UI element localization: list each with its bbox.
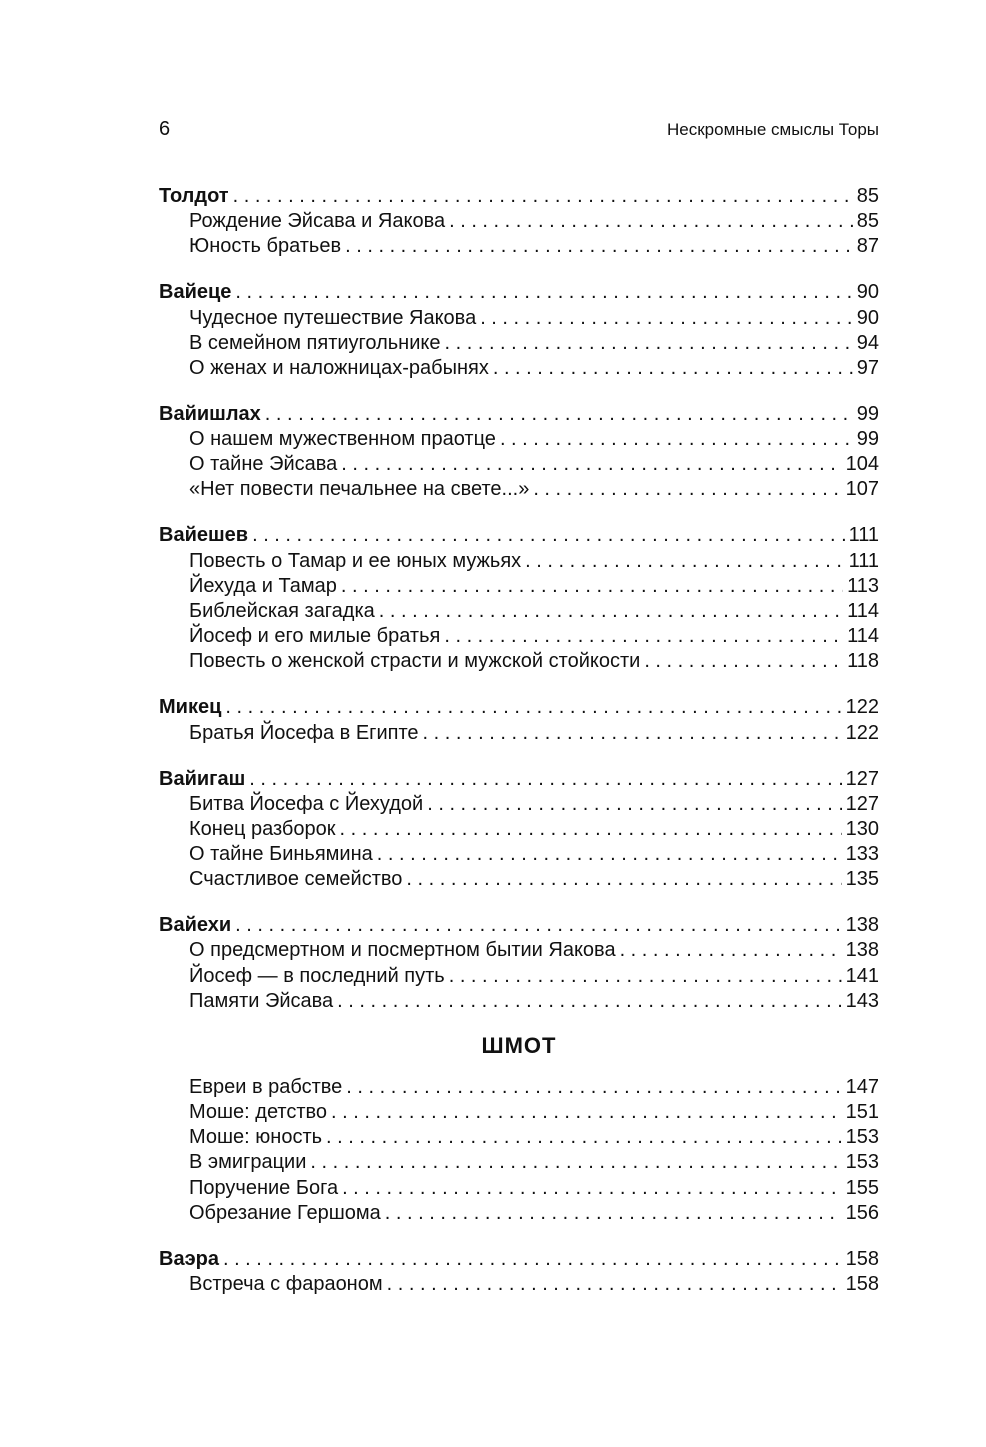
toc-entry[interactable] bbox=[159, 964, 879, 989]
toc-entry[interactable] bbox=[159, 649, 879, 674]
toc-entry-title: О предсмертном и посмертном бытии Яакова bbox=[189, 939, 616, 962]
toc-section bbox=[159, 402, 879, 503]
toc-entry-title: Конец разборок bbox=[189, 817, 336, 840]
toc-entry-page: 151 bbox=[845, 1101, 879, 1124]
toc-entry-title: Библейская загадка bbox=[189, 600, 375, 623]
leader-dots bbox=[337, 989, 841, 1014]
toc-chapter-page: 127 bbox=[845, 767, 879, 790]
toc-entry[interactable] bbox=[159, 938, 879, 963]
toc-entry-page: 122 bbox=[845, 721, 879, 744]
toc-entry[interactable] bbox=[159, 817, 879, 842]
toc-chapter[interactable] bbox=[159, 1247, 879, 1272]
toc-chapter[interactable] bbox=[159, 913, 879, 938]
leader-dots bbox=[265, 402, 853, 427]
toc-section bbox=[159, 695, 879, 745]
toc-entry[interactable] bbox=[159, 842, 879, 867]
toc-entry[interactable] bbox=[159, 1125, 879, 1150]
leader-dots bbox=[406, 867, 841, 892]
toc-entry[interactable] bbox=[159, 452, 879, 477]
toc-entry-title: О тайне Биньямина bbox=[189, 843, 373, 866]
part-sections bbox=[159, 1247, 879, 1297]
toc-entry-page: 138 bbox=[845, 939, 879, 962]
leader-dots bbox=[533, 477, 841, 502]
toc-chapter-title: Вайеце bbox=[159, 281, 232, 304]
toc-chapter-page: 158 bbox=[845, 1247, 879, 1270]
toc-entry-page: 90 bbox=[856, 306, 879, 329]
leader-dots bbox=[249, 767, 841, 792]
leader-dots bbox=[345, 234, 853, 259]
toc-entry-title: Йосеф и его милые братья bbox=[189, 625, 441, 648]
leader-dots bbox=[427, 792, 841, 817]
leader-dots bbox=[525, 549, 844, 574]
toc-entry-title: Обрезание Гершома bbox=[189, 1201, 381, 1224]
toc-entry-title: «Нет повести печальнее на свете...» bbox=[189, 478, 530, 501]
leader-dots bbox=[331, 1100, 842, 1125]
toc-entry-title: Братья Йосефа в Египте bbox=[189, 721, 419, 744]
toc-entry[interactable] bbox=[159, 1272, 879, 1297]
leader-dots bbox=[346, 1075, 841, 1100]
toc-chapter-page: 138 bbox=[845, 914, 879, 937]
leader-dots bbox=[252, 523, 845, 548]
toc-entry-page: 155 bbox=[845, 1176, 879, 1199]
toc-entry[interactable] bbox=[159, 792, 879, 817]
toc-entry[interactable] bbox=[159, 989, 879, 1014]
toc-entry-title: Йехуда и Тамар bbox=[189, 574, 337, 597]
toc-entry-title: О нашем мужественном праотце bbox=[189, 428, 496, 451]
leader-dots bbox=[385, 1201, 842, 1226]
toc-entry-page: 143 bbox=[845, 989, 879, 1012]
toc-chapter-title: Ваэра bbox=[159, 1247, 219, 1270]
toc-entry[interactable] bbox=[159, 624, 879, 649]
toc-entry-page: 97 bbox=[856, 356, 879, 379]
toc-entry-page: 133 bbox=[845, 843, 879, 866]
toc-entry-page: 114 bbox=[847, 625, 879, 648]
toc-chapter-page: 122 bbox=[845, 696, 879, 719]
toc-entry-title: Битва Йосефа с Йехудой bbox=[189, 792, 424, 815]
leader-dots bbox=[341, 574, 843, 599]
leader-dots bbox=[310, 1150, 841, 1175]
toc-entry[interactable] bbox=[159, 306, 879, 331]
leader-dots bbox=[423, 721, 842, 746]
toc-entry-page: 94 bbox=[856, 331, 879, 354]
toc-entry-page: 113 bbox=[847, 574, 879, 597]
leader-dots bbox=[235, 913, 841, 938]
leader-dots bbox=[377, 842, 842, 867]
toc-chapter[interactable] bbox=[159, 280, 879, 305]
toc-section bbox=[159, 913, 879, 1014]
toc-entry-page: 111 bbox=[848, 549, 879, 572]
toc-entry[interactable] bbox=[159, 1201, 879, 1226]
toc-section bbox=[159, 767, 879, 893]
leader-dots bbox=[326, 1125, 842, 1150]
toc-entry-title: О тайне Эйсава bbox=[189, 453, 338, 476]
leader-dots bbox=[223, 1247, 842, 1272]
leader-dots bbox=[235, 280, 852, 305]
toc-entry[interactable] bbox=[159, 1100, 879, 1125]
leader-dots bbox=[449, 964, 842, 989]
toc-entry-title: Повесть о женской страсти и мужской стойкости bbox=[189, 650, 641, 673]
leader-dots bbox=[233, 184, 853, 209]
toc-entry-page: 147 bbox=[845, 1075, 879, 1098]
toc-entry[interactable] bbox=[159, 427, 879, 452]
toc-entry-page: 156 bbox=[845, 1201, 879, 1224]
toc-entry-title: Моше: детство bbox=[189, 1101, 328, 1124]
toc-entry-page: 153 bbox=[845, 1126, 879, 1149]
leader-dots bbox=[444, 624, 843, 649]
toc-chapter[interactable] bbox=[159, 695, 879, 720]
leader-dots bbox=[493, 356, 853, 381]
toc-entry-title: Встреча с фараоном bbox=[189, 1272, 383, 1295]
running-title: Нескромные смыслы Торы bbox=[666, 120, 879, 139]
toc-chapter[interactable] bbox=[159, 523, 879, 548]
toc-entry-title: Йосеф — в последний путь bbox=[189, 964, 445, 987]
toc-entry-page: 130 bbox=[845, 817, 879, 840]
leader-dots bbox=[444, 331, 852, 356]
toc-entry[interactable] bbox=[159, 331, 879, 356]
toc-entry-page: 87 bbox=[856, 235, 879, 258]
toc-entry-page: 107 bbox=[845, 478, 879, 501]
table-of-contents bbox=[159, 184, 879, 1318]
toc-entry[interactable] bbox=[159, 574, 879, 599]
toc-entry[interactable] bbox=[159, 1150, 879, 1175]
toc-entry[interactable] bbox=[159, 867, 879, 892]
toc-entry-page: 135 bbox=[845, 868, 879, 891]
toc-entry-page: 104 bbox=[845, 453, 879, 476]
page-number: 6 bbox=[159, 118, 171, 140]
toc-entry-page: 158 bbox=[845, 1272, 879, 1295]
leader-dots bbox=[340, 817, 842, 842]
toc-entry[interactable] bbox=[159, 234, 879, 259]
toc-entry-title: Моше: юность bbox=[189, 1126, 323, 1149]
leader-dots bbox=[379, 599, 843, 624]
toc-entry[interactable] bbox=[159, 599, 879, 624]
toc-sections bbox=[159, 184, 879, 1014]
toc-entry-page: 114 bbox=[847, 600, 879, 623]
leader-dots bbox=[225, 695, 841, 720]
toc-entry-title: В эмиграции bbox=[189, 1151, 307, 1174]
part-intro-items bbox=[159, 1075, 879, 1226]
toc-chapter-page: 111 bbox=[848, 524, 879, 547]
toc-entry-page: 127 bbox=[845, 792, 879, 815]
toc-entry[interactable] bbox=[159, 1075, 879, 1100]
toc-entry-title: Евреи в рабстве bbox=[189, 1075, 343, 1098]
toc-entry-title: Повесть о Тамар и ее юных мужьях bbox=[189, 549, 522, 572]
leader-dots bbox=[480, 306, 853, 331]
toc-entry[interactable] bbox=[159, 356, 879, 381]
toc-chapter-page: 90 bbox=[856, 281, 879, 304]
toc-entry-page: 141 bbox=[845, 964, 879, 987]
toc-chapter-title: Микец bbox=[159, 696, 222, 719]
toc-chapter[interactable] bbox=[159, 402, 879, 427]
toc-entry-title: О женах и наложницах-рабынях bbox=[189, 356, 489, 379]
leader-dots bbox=[341, 452, 841, 477]
toc-chapter-title: Вайехи bbox=[159, 914, 232, 937]
toc-entry[interactable] bbox=[159, 477, 879, 502]
leader-dots bbox=[449, 209, 853, 234]
toc-entry-title: Рождение Эйсава и Яакова bbox=[189, 210, 446, 233]
toc-entry[interactable] bbox=[159, 721, 879, 746]
leader-dots bbox=[620, 938, 842, 963]
part-heading: ШМОТ bbox=[481, 1032, 557, 1058]
toc-entry-title: Памяти Эйсава bbox=[189, 989, 334, 1012]
toc-section bbox=[159, 280, 879, 381]
leader-dots bbox=[644, 649, 843, 674]
toc-entry[interactable] bbox=[159, 549, 879, 574]
page-header bbox=[159, 118, 879, 141]
toc-chapter-title: Вайешев bbox=[159, 524, 249, 547]
toc-entry-page: 99 bbox=[856, 428, 879, 451]
toc-chapter-title: Толдот bbox=[159, 185, 229, 207]
toc-entry[interactable] bbox=[159, 209, 879, 234]
toc-entry-title: Счастливое семейство bbox=[189, 868, 403, 891]
toc-chapter-title: Вайишлах bbox=[159, 402, 261, 425]
leader-dots bbox=[342, 1176, 842, 1201]
toc-entry-title: Чудесное путешествие Яакова bbox=[189, 306, 477, 329]
toc-section bbox=[159, 523, 879, 674]
toc-entry-page: 85 bbox=[856, 210, 879, 233]
toc-entry-title: Юность братьев bbox=[189, 235, 342, 258]
toc-entry-title: Поручение Бога bbox=[189, 1176, 339, 1199]
toc-entry-title: В семейном пятиугольнике bbox=[189, 331, 441, 354]
toc-entry-page: 118 bbox=[847, 650, 879, 673]
toc-chapter[interactable] bbox=[159, 767, 879, 792]
toc-chapter-title: Вайигаш bbox=[159, 767, 246, 790]
toc-entry-page: 153 bbox=[845, 1151, 879, 1174]
leader-dots bbox=[500, 427, 853, 452]
toc-chapter-page: 99 bbox=[856, 402, 879, 425]
toc-chapter-page: 85 bbox=[856, 185, 879, 207]
toc-entry[interactable] bbox=[159, 1176, 879, 1201]
toc-section bbox=[159, 1247, 879, 1297]
leader-dots bbox=[387, 1272, 842, 1297]
toc-chapter[interactable] bbox=[159, 184, 879, 209]
toc-section bbox=[159, 184, 879, 260]
